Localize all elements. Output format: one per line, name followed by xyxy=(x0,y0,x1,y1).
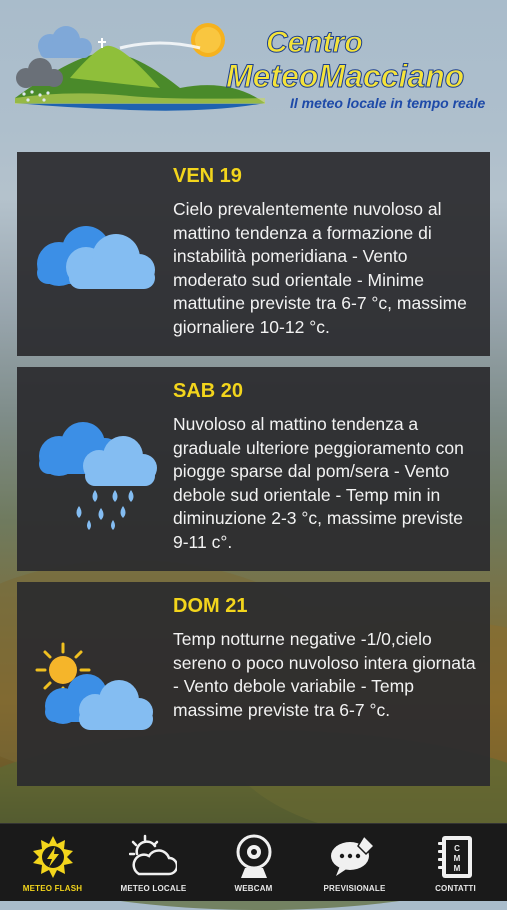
forecast-day: SAB 20 xyxy=(173,380,244,402)
contacts-book-icon xyxy=(436,834,476,880)
cloud-icon xyxy=(31,222,156,292)
tab-label: PREVISIONALE xyxy=(323,884,386,893)
brand-title-line1: Centro xyxy=(266,26,363,59)
tab-label: WEBCAM xyxy=(234,884,273,893)
tab-previsionale[interactable] xyxy=(304,824,405,901)
forecast-card xyxy=(17,367,490,571)
tab-label: METEO LOCALE xyxy=(120,884,187,893)
sun-cloud-icon xyxy=(33,640,158,735)
rain-cloud-icon xyxy=(33,422,158,532)
sun-flash-icon xyxy=(32,834,74,878)
tab-meteo-locale[interactable] xyxy=(103,824,204,901)
svg-text:M: M xyxy=(453,864,461,873)
chat-bubble-icon xyxy=(330,834,378,878)
tab-label: METEO FLASH xyxy=(22,884,83,893)
brand-title-line2: MeteoMacciano xyxy=(226,58,465,94)
tab-meteo-flash[interactable] xyxy=(2,824,103,901)
forecast-description: Temp notturne negative -1/0,cielo sereno o poco nuvoloso intera giornata - Vento debole variabile - Temp massime previste tra 6-7 °c. xyxy=(173,629,476,720)
forecast-card xyxy=(17,152,490,356)
forecast-description: Cielo prevalentemente nuvoloso al mattino tendenza a formazione di instabilità pomeridiana - Vento moderato sud orientale - Minime mattutine previste tra 6-7 °c, massime giornaliere 10-12 °c. xyxy=(173,199,467,337)
bottom-tab-bar xyxy=(0,823,507,901)
sun-cloud-outline-icon xyxy=(129,834,177,878)
webcam-icon xyxy=(233,834,275,880)
tab-contatti[interactable] xyxy=(405,824,506,901)
app-header xyxy=(0,0,507,125)
tab-label: CONTATTI xyxy=(435,884,476,893)
brand-tagline: Il meteo locale in tempo reale xyxy=(290,95,486,111)
forecast-day: VEN 19 xyxy=(173,165,242,187)
svg-text:M: M xyxy=(453,854,461,863)
forecast-description: Nuvoloso al mattino tendenza a graduale ulteriore peggioramento con piogge sparse dal pom/sera - Vento debole sud orientale - Temp min in diminuzione 2-3 °c, massime previste 9-11 c°. xyxy=(173,414,464,552)
svg-text:C: C xyxy=(454,844,460,853)
forecast-day: DOM 21 xyxy=(173,595,248,617)
tab-webcam[interactable] xyxy=(203,824,304,901)
forecast-card xyxy=(17,582,490,786)
